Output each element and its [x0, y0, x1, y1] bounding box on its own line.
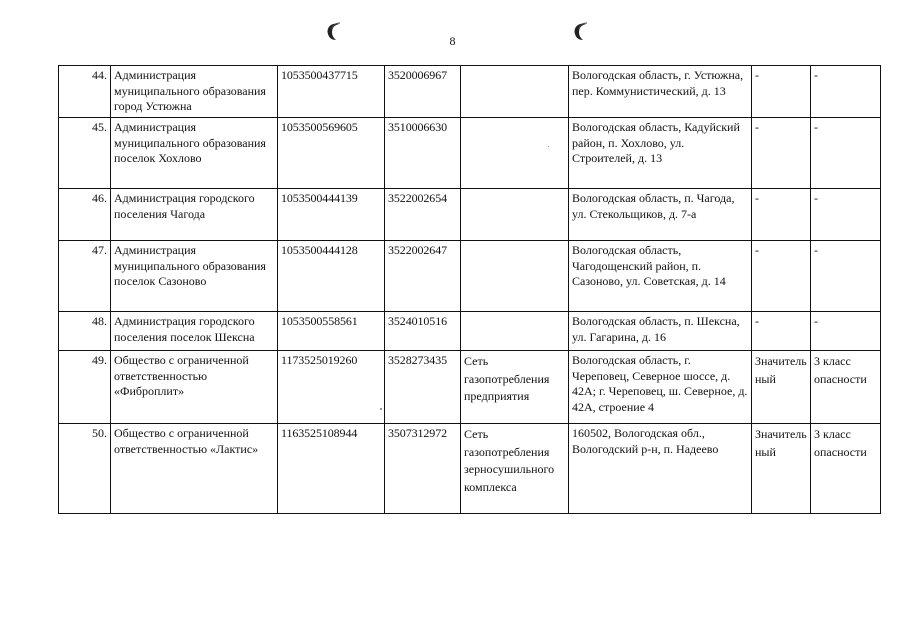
inn-cell: 3524010516: [385, 312, 461, 351]
address-cell: Вологодская область, г. Устюжна, пер. Коммунистический, д. 13: [569, 66, 752, 118]
organization-name: Администрация муниципального образования поселок Сазоново: [111, 241, 278, 312]
ogrn-cell: 1053500437715: [278, 66, 385, 118]
hazard-level-cell: Значительный: [752, 424, 811, 514]
organization-name: Администрация муниципального образования город Устюжна: [111, 66, 278, 118]
inn-cell: 3522002654: [385, 189, 461, 241]
row-number: 49.: [59, 351, 111, 424]
object-cell: Сеть газопотребления предприятия: [461, 351, 569, 424]
address-cell: 160502, Вологодская обл., Вологодский р-н, п. Надеево: [569, 424, 752, 514]
hazard-class-cell: 3 класс опасности: [811, 424, 881, 514]
hazard-level-cell: -: [752, 189, 811, 241]
row-number: 48.: [59, 312, 111, 351]
address-cell: Вологодская область, Кадуйский район, п. Хохлово, ул. Строителей, д. 13: [569, 118, 752, 189]
row-number: 44.: [59, 66, 111, 118]
row-number: 50.: [59, 424, 111, 514]
address-cell: Вологодская область, г. Череповец, Северное шоссе, д. 42А; г. Череповец, ш. Северное, д. 42А, строение 4: [569, 351, 752, 424]
hazard-class-cell: -: [811, 241, 881, 312]
hazard-class-cell: -: [811, 189, 881, 241]
row-number: 46.: [59, 189, 111, 241]
hazard-class-cell: -: [811, 66, 881, 118]
row-number: 47.: [59, 241, 111, 312]
object-cell: [461, 66, 569, 118]
address-cell: Вологодская область, п. Чагода, ул. Стекольщиков, д. 7-а: [569, 189, 752, 241]
object-cell: [461, 241, 569, 312]
table-row: [59, 424, 881, 514]
object-cell: [461, 312, 569, 351]
organization-name: Общество с ограниченной ответственностью «Фиброплит»: [111, 351, 278, 424]
object-cell: Сеть газопотребления зерносушильного комплекса: [461, 424, 569, 514]
hazard-level-cell: -: [752, 118, 811, 189]
object-cell: [461, 189, 569, 241]
organization-name: Администрация городского поселения Чагода: [111, 189, 278, 241]
registry-table: [58, 65, 881, 514]
ogrn-cell: 1053500558561: [278, 312, 385, 351]
scan-speck: [548, 146, 549, 147]
hazard-level-cell: -: [752, 241, 811, 312]
table-row: [59, 312, 881, 351]
ogrn-cell: 1053500444128: [278, 241, 385, 312]
address-cell: Вологодская область, п. Шексна, ул. Гагарина, д. 16: [569, 312, 752, 351]
scan-speck: [380, 408, 382, 410]
hazard-class-cell: -: [811, 312, 881, 351]
organization-name: Администрация муниципального образования поселок Хохлово: [111, 118, 278, 189]
inn-cell: 3507312972: [385, 424, 461, 514]
table-row: [59, 189, 881, 241]
page-number: 8: [449, 34, 456, 48]
ogrn-cell: 1163525108944: [278, 424, 385, 514]
object-cell: [461, 118, 569, 189]
table-row: [59, 351, 881, 424]
hazard-level-cell: -: [752, 312, 811, 351]
organization-name: Администрация городского поселения поселок Шексна: [111, 312, 278, 351]
address-cell: Вологодская область, Чагодощенский район, п. Сазоново, ул. Советская, д. 14: [569, 241, 752, 312]
inn-cell: 3520006967: [385, 66, 461, 118]
inn-cell: 3528273435: [385, 351, 461, 424]
organization-name: Общество с ограниченной ответственностью «Лактис»: [111, 424, 278, 514]
inn-cell: 3510006630: [385, 118, 461, 189]
hazard-class-cell: -: [811, 118, 881, 189]
row-number: 45.: [59, 118, 111, 189]
ogrn-cell: 1053500444139: [278, 189, 385, 241]
inn-cell: 3522002647: [385, 241, 461, 312]
hazard-class-cell: 3 класс опасности: [811, 351, 881, 424]
hazard-level-cell: -: [752, 66, 811, 118]
ogrn-cell: 1173525019260: [278, 351, 385, 424]
hazard-level-cell: Значительный: [752, 351, 811, 424]
ogrn-cell: 1053500569605: [278, 118, 385, 189]
table-row: [59, 241, 881, 312]
table-row: [59, 118, 881, 189]
table-row: [59, 66, 881, 118]
